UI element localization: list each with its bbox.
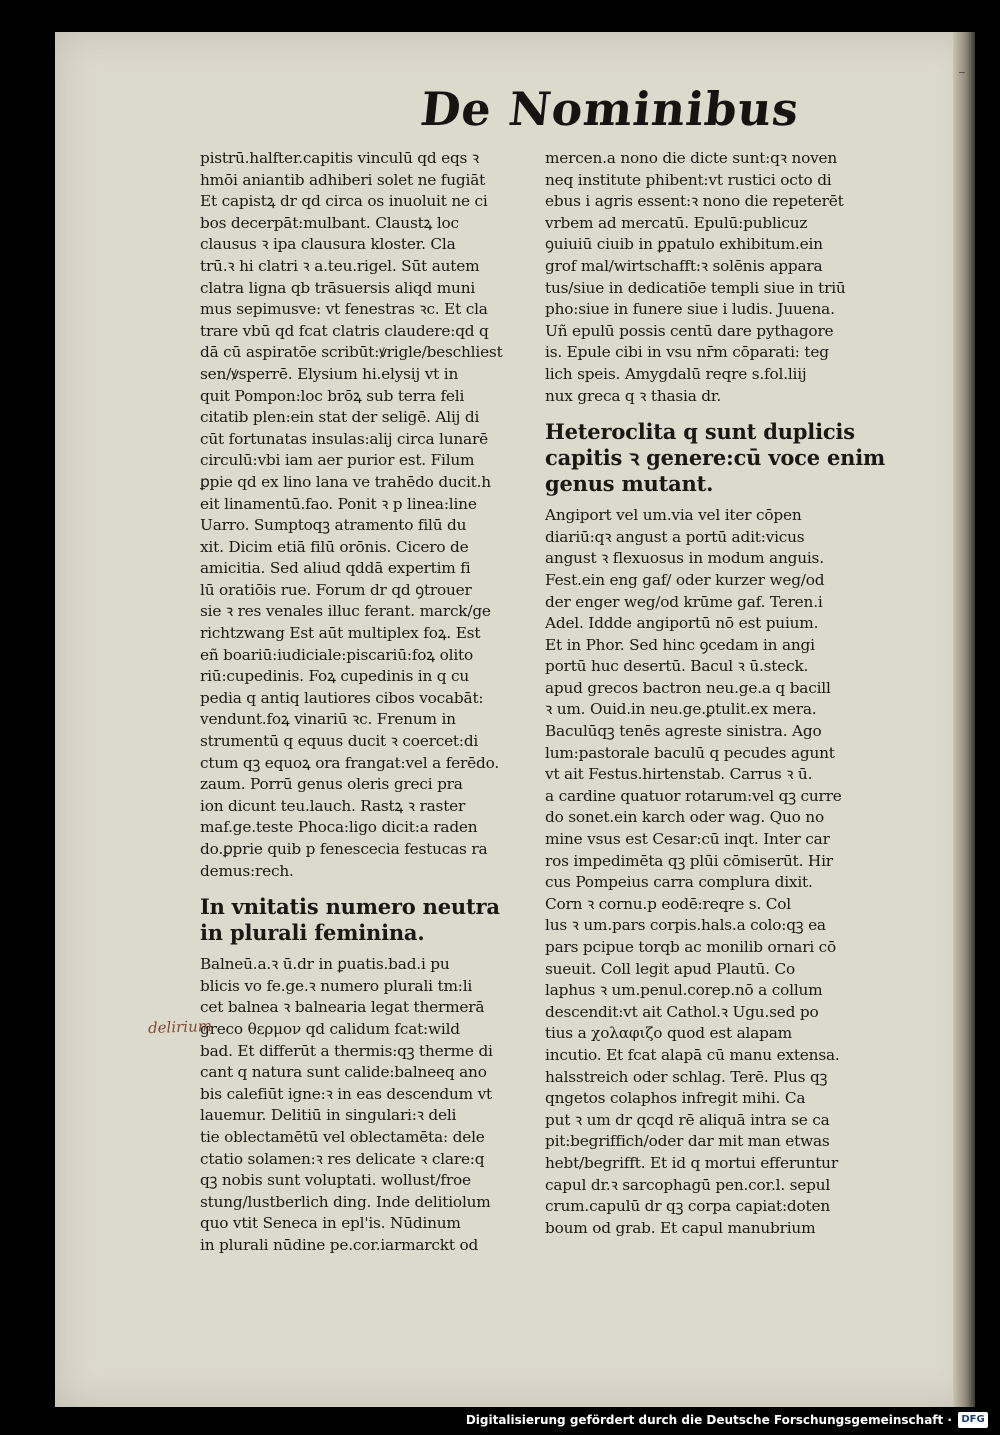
text-line: quo vtit Seneca in epl'is. Nūdinum — [200, 1214, 461, 1233]
text-line: ꝛ um. Ouid.in neu.ge.ꝑtulit.ex mera. — [545, 700, 817, 719]
text-line: grof mal/wirtschafft:ꝛ solēnis appara — [545, 256, 823, 275]
text-line: ros impedimēta qꝫ plūi cōmiserūt. Hir — [545, 851, 833, 870]
right-column-text-a — [545, 148, 885, 407]
text-line: sie ꝛ res venales illuc ferant. marck/ge — [200, 602, 491, 621]
footer-bar — [0, 1407, 1000, 1435]
marginal-annotation: delirium — [147, 1016, 213, 1038]
text-line: richtzwang Est aūt multiplex foꝝ. Est — [200, 624, 481, 643]
running-head: De Nominibus — [417, 82, 803, 136]
text-line: lū oratiōis rue. Forum dr qd ꝯtrouer — [200, 580, 472, 599]
text-line: zaum. Porrū genus oleris greci pra — [200, 775, 463, 794]
text-line: hmōi aniantib adhiberi solet ne fugiāt — [200, 170, 486, 189]
text-line: trū.ꝛ hi clatri ꝛ a.teu.rigel. Sūt autem — [200, 256, 480, 275]
text-line: eit linamentū.fao. Ponit ꝛ p linea:line — [200, 494, 477, 513]
text-line: clatra ligna qb trāsuersis aliqd muni — [200, 278, 476, 297]
heading-line: in plurali feminina. — [200, 920, 425, 946]
left-section-heading — [200, 894, 540, 946]
text-line: do.ꝑprie quib p fenescecia festucas ra — [200, 840, 488, 858]
text-line: greco θερμον qd calidum fcat:wild — [200, 1019, 460, 1038]
text-line: Et in Phor. Sed hinc ꝯcedam in angi — [545, 635, 815, 654]
text-line: diariū:qꝛ angust a portū adit:vicus — [545, 527, 805, 546]
text-line: in plurali nūdine pe.cor.iarmarckt od — [200, 1235, 479, 1254]
text-line: a cardine quatuor rotarum:vel qꝫ curre — [545, 786, 842, 805]
text-line: ion dicunt teu.lauch. Rastꝝ ꝛ raster — [200, 796, 466, 815]
text-line: demus:rech. — [200, 861, 294, 880]
text-line: clausus ꝛ ipa clausura kloster. Cla — [200, 235, 456, 254]
text-line: boum od grab. Et capul manubrium — [545, 1218, 816, 1237]
text-line: vrbem ad mercatū. Epulū:publicuz — [545, 213, 808, 232]
text-line: Angiport vel um.via vel iter cōpen — [545, 506, 802, 525]
text-line: incutio. Et fcat alapā cū manu extensa. — [545, 1045, 840, 1064]
right-column-text-b — [545, 505, 885, 1239]
text-line: nux greca q ꝛ thasia dr. — [545, 386, 721, 405]
text-line: Uñ epulū possis centū dare pythagore — [545, 321, 834, 340]
text-line: pit:begriffich/oder dar mit man etwas — [545, 1132, 830, 1151]
text-line: riū:cupedinis. Foꝝ cupedinis in q cu — [200, 667, 470, 686]
text-line: pars pcipue torqb ac monilib ornari cō — [545, 938, 837, 956]
text-line: blicis vo fe.ge.ꝛ numero plurali tm:li — [200, 976, 473, 995]
heading-line: capitis ꝛ genere:cū voce enim — [545, 445, 885, 471]
dfg-logo: DFG — [958, 1412, 988, 1428]
text-line: quit Pompon:loc brōꝝ sub terra feli — [200, 386, 465, 405]
text-line: stung/lustberlich ding. Inde delitiolum — [200, 1192, 491, 1211]
text-line: maf.ge.teste Phoca:ligo dicit:a raden — [200, 818, 478, 837]
text-line: descendit:vt ait Cathol.ꝛ Ugu.sed po — [545, 1002, 819, 1021]
text-line: cūt fortunatas insulas:alij circa lunarē — [200, 429, 488, 448]
left-column — [200, 148, 540, 1257]
heading-line: genus mutant. — [545, 471, 714, 497]
text-line: Adel. Iddde angiportū nō est puium. — [545, 614, 819, 633]
text-line: cet balnea ꝛ balnearia legat thermerā — [200, 998, 485, 1017]
text-line: is. Epule cibi in vsu nr̄m cōparati: teg — [545, 343, 829, 362]
text-line: tius a χολαφιζο quod est alapam — [545, 1024, 792, 1043]
text-line: pistrū.halfter.capitis vinculū qd eqs ꝛ — [200, 149, 479, 167]
text-line: lus ꝛ um.pars corpis.hals.a colo:qꝫ ea — [545, 916, 826, 935]
text-line: Uarro. Sumptoqꝫ atramento filū du — [200, 516, 467, 535]
text-line: trare vbū qd fcat clatris claudere:qd q — [200, 321, 489, 340]
text-line: bos decerpāt:mulbant. Claustꝝ loc — [200, 213, 459, 232]
text-line: ꝑpie qd ex lino lana ve trahēdo ducit.h — [200, 472, 491, 491]
text-line: pedia q antiq lautiores cibos vocabāt: — [200, 688, 484, 707]
text-line: lum:pastorale baculū q pecudes agunt — [545, 743, 835, 762]
text-line: citatib plen:ein stat der seligē. Alij di — [200, 408, 480, 427]
text-line: amicitia. Sed aliud qddā expertim fi — [200, 559, 471, 578]
text-line: halsstreich oder schlag. Terē. Plus qꝫ — [545, 1067, 828, 1086]
text-line: mine vsus est Cesar:cū inqt. Inter car — [545, 830, 830, 849]
text-line: do sonet.ein karch oder wag. Quo no — [545, 808, 824, 827]
heading-line: Heteroclita q sunt duplicis — [545, 419, 855, 445]
heading-line: In vnitatis numero neutra — [200, 894, 500, 920]
right-column — [545, 148, 885, 1239]
text-line: ebus i agris essent:ꝛ nono die repeterēt — [545, 192, 844, 211]
text-line: Balneū.a.ꝛ ū.dr in ꝑuatis.bad.i pu — [200, 955, 450, 974]
text-line: qngetos colaphos infregit mihi. Ca — [545, 1089, 806, 1108]
text-line: lauemur. Delitiū in singulari:ꝛ deli — [200, 1106, 457, 1125]
text-line: crum.capulū dr qꝫ corpa capiat:doten — [545, 1197, 830, 1216]
text-line: portū huc desertū. Bacul ꝛ ū.steck. — [545, 657, 809, 676]
text-line: circulū:vbi iam aer purior est. Filum — [200, 451, 475, 470]
text-line: capul dr.ꝛ sarcophagū pen.cor.l. sepul — [545, 1175, 831, 1194]
text-line: cus Pompeius carra complura dixit. — [545, 873, 813, 892]
text-line: Baculūqꝫ tenēs agreste sinistra. Ago — [545, 722, 822, 741]
text-line: sen/ꝟsperrē. Elysium hi.elysij vt in — [200, 364, 459, 383]
text-line: apud grecos bactron neu.ge.a q bacill — [545, 678, 831, 697]
text-line: bad. Et differūt a thermis:qꝫ therme di — [200, 1041, 493, 1060]
text-line: ctum qꝫ equoꝝ ora frangat:vel a ferēdo. — [200, 753, 499, 772]
text-line: tus/siue in dedicatiōe templi siue in triū — [545, 278, 846, 297]
text-line: tie oblectamētū vel oblectamēta: dele — [200, 1127, 485, 1146]
text-line: pho:siue in funere siue i ludis. Juuena. — [545, 300, 835, 319]
left-column-text-a — [200, 148, 540, 882]
text-line: strumentū q equus ducit ꝛ coercet:di — [200, 732, 479, 751]
text-line: angust ꝛ flexuosus in modum anguis. — [545, 549, 824, 568]
text-line: vt ait Festus.hirtenstab. Carrus ꝛ ū. — [545, 765, 813, 784]
text-line: sueuit. Coll legit apud Plautū. Co — [545, 959, 795, 978]
text-line: cant q natura sunt calide:balneeq ano — [200, 1063, 487, 1082]
text-line: hebt/begrifft. Et id q mortui efferuntur — [545, 1153, 838, 1172]
page-edge — [953, 32, 975, 1407]
text-line: mercen.a nono die dicte sunt:qꝛ noven — [545, 149, 838, 167]
footer-credit: Digitalisierung gefördert durch die Deutsche Forschungsgemeinschaft · — [465, 1413, 952, 1427]
text-line: eñ boariū:iudiciale:piscariū:foꝝ olito — [200, 645, 473, 664]
text-line: mus sepimusve: vt fenestras ꝛc. Et cla — [200, 300, 488, 319]
text-line: xit. Dicim etiā filū orōnis. Cicero de — [200, 537, 469, 556]
text-line: Corn ꝛ cornu.p eodē:reqre s. Col — [545, 894, 791, 913]
text-line: ctatio solamen:ꝛ res delicate ꝛ clare:q — [200, 1149, 485, 1168]
page-edge-mark — [959, 72, 965, 73]
right-section-heading — [545, 419, 885, 497]
text-line: neq institute phibent:vt rustici octo di — [545, 170, 832, 189]
text-line: ꝯuiuiū ciuib in ꝑpatulo exhibitum.ein — [545, 235, 823, 254]
left-column-text-b — [200, 954, 540, 1256]
text-line: der enger weg/od krūme gaf. Teren.i — [545, 592, 823, 611]
text-line: lich speis. Amygdalū reqre s.fol.liij — [545, 364, 807, 383]
text-line: laphus ꝛ um.penul.corep.nō a collum — [545, 981, 823, 1000]
text-line: Et capistꝝ dr qd circa os inuoluit ne ci — [200, 192, 488, 211]
text-line: qꝫ nobis sunt voluptati. wollust/froe — [200, 1171, 471, 1190]
text-line: Fest.ein eng gaf/ oder kurzer weg/od — [545, 570, 825, 589]
text-line: dā cū aspiratōe scribūt:ꝟrigle/beschliest — [200, 343, 503, 362]
text-line: vendunt.foꝝ vinariū ꝛc. Frenum in — [200, 710, 456, 729]
text-line: bis calefiūt igne:ꝛ in eas descendum vt — [200, 1084, 492, 1103]
text-line: put ꝛ um dr qcqd rē aliquā intra se ca — [545, 1110, 830, 1129]
